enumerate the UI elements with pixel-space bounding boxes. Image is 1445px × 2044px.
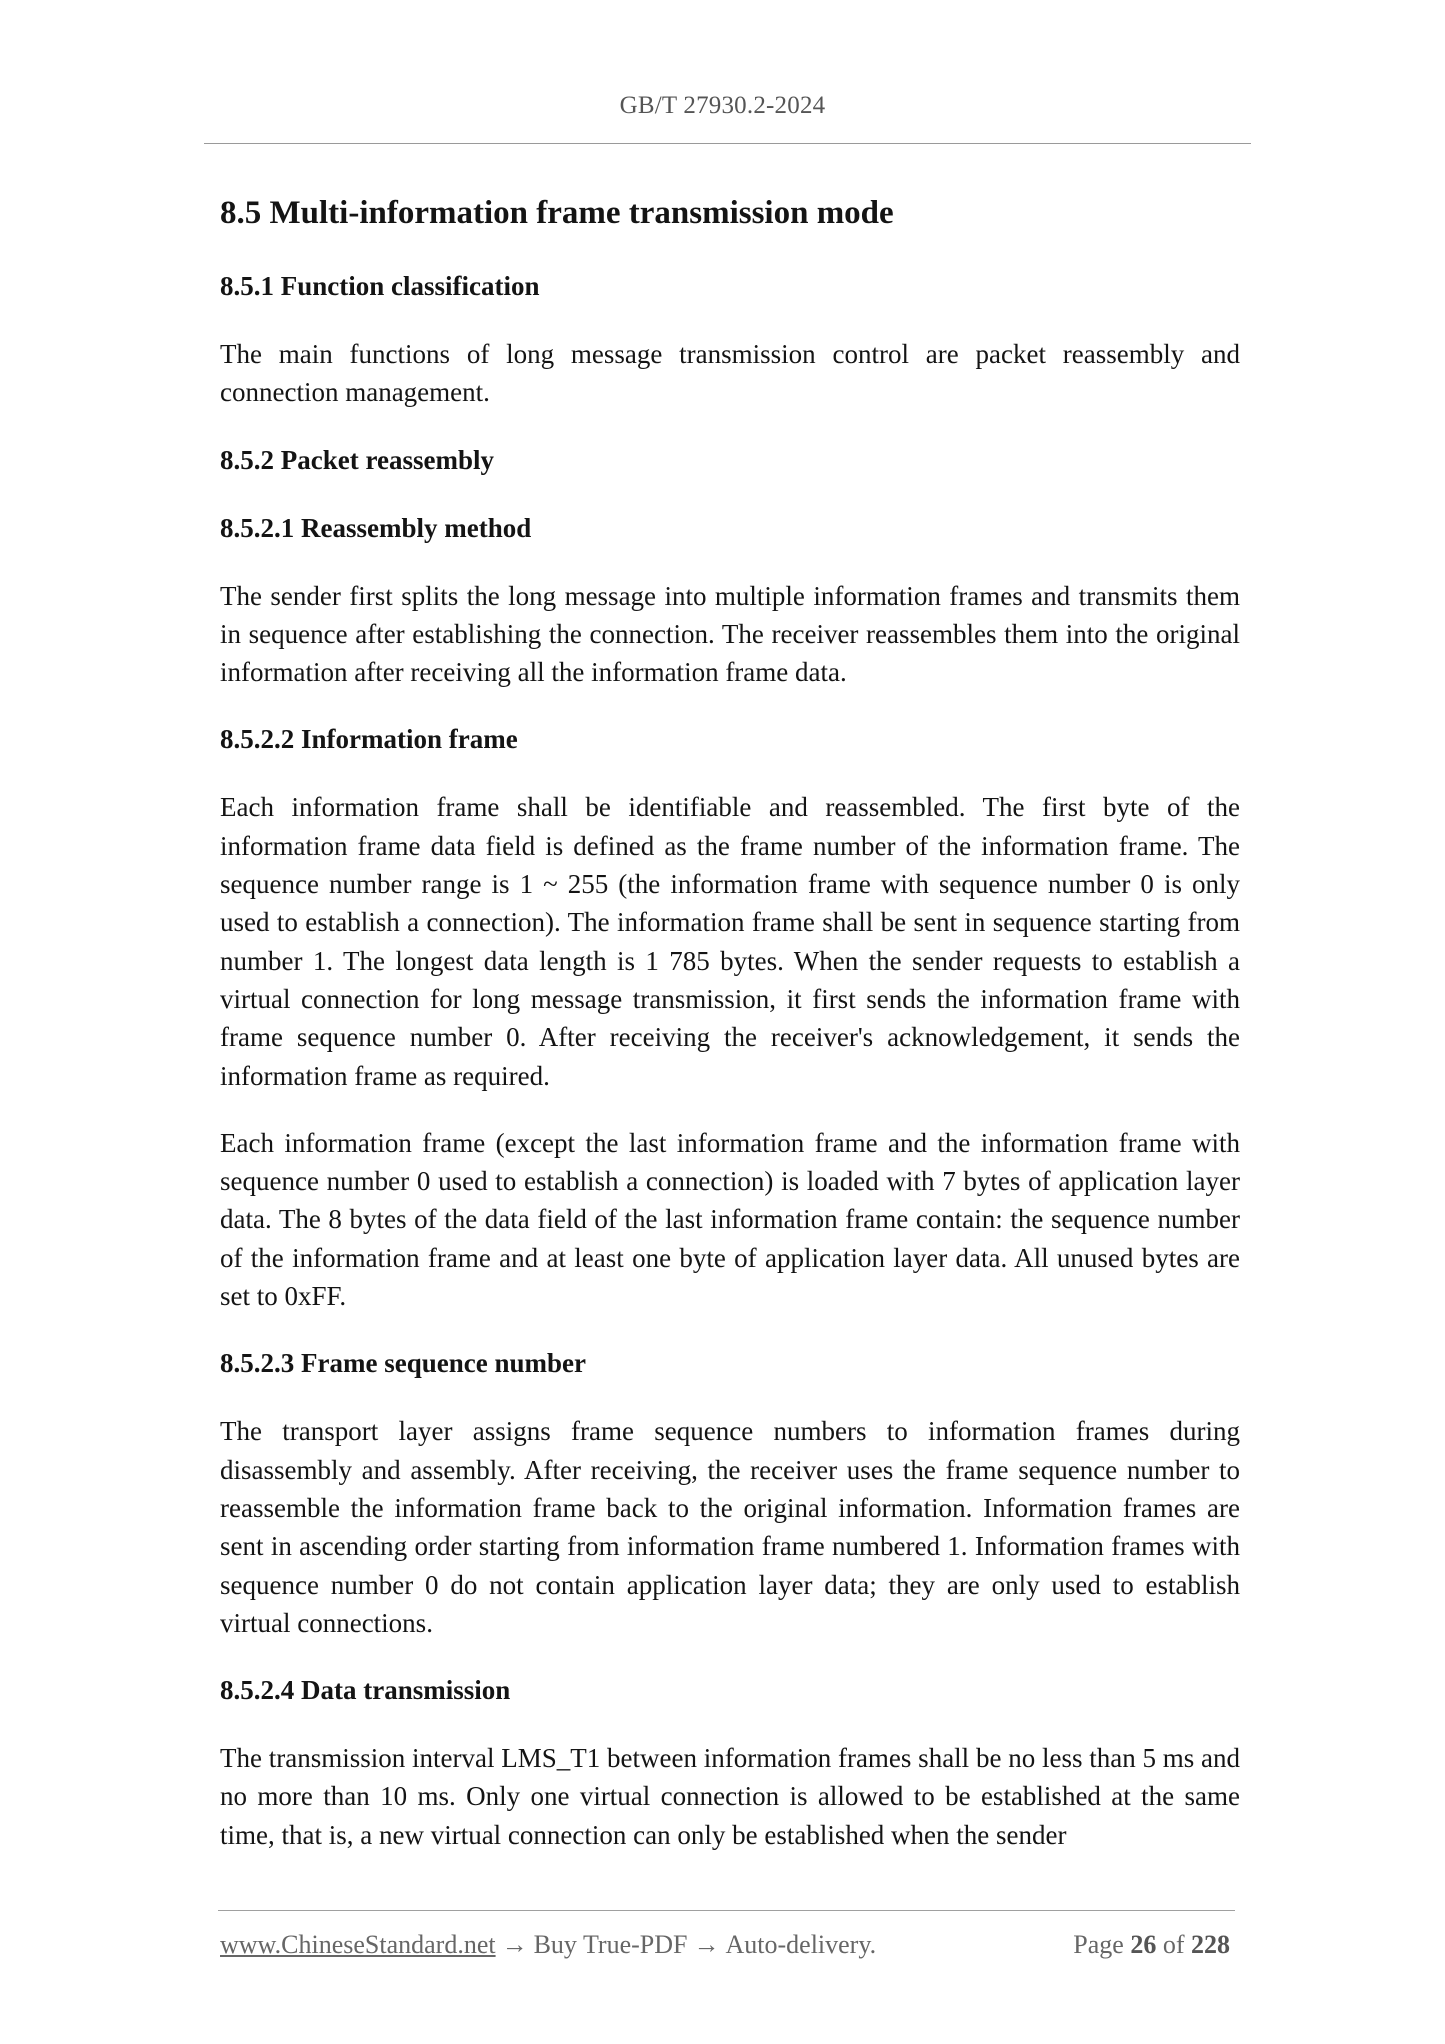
- paragraph-8-5-2-2-b: Each information frame (except the last information frame and the information frame with sequence number 0 used to establish a connection) is loaded with 7 bytes of application layer data. The 8 bytes of the data field of the last information frame contain: the sequence number of the information frame and at least one byte of application layer data. All unused bytes are set to 0xFF.: [220, 1127, 1240, 1312]
- section-title: 8.5 Multi-information frame transmission mode: [220, 195, 894, 231]
- heading-8-5-2-4: 8.5.2.4 Data transmission: [220, 1675, 511, 1706]
- current-page: 26: [1130, 1930, 1157, 1959]
- of-label: of: [1162, 1930, 1185, 1959]
- total-pages: 228: [1191, 1930, 1230, 1959]
- heading-8-5-2: 8.5.2 Packet reassembly: [220, 444, 494, 475]
- paragraph-8-5-2-3: The transport layer assigns frame sequence numbers to information frames during disassembly and assembly. After receiving, the receiver uses the frame sequence number to reassemble the information frame back to the original information. Information frames are sent in ascending order starting from information frame numbered 1. Information frames with sequence number 0 do not contain application layer data; they are only used to establish virtual connections.: [220, 1416, 1240, 1638]
- header-divider: [204, 143, 1251, 144]
- auto-delivery-text: Auto-delivery.: [725, 1930, 877, 1959]
- heading-8-5-2-2: 8.5.2.2 Information frame: [220, 724, 518, 755]
- paragraph-8-5-1: The main functions of long message transmission control are packet reassembly and connection management.: [220, 339, 1240, 408]
- heading-8-5-2-3: 8.5.2.3 Frame sequence number: [220, 1348, 586, 1379]
- buy-true-pdf-text: Buy True-PDF: [533, 1930, 688, 1959]
- page-footer: [220, 1930, 1230, 1970]
- paragraph-8-5-2-4: The transmission interval LMS_T1 between information frames shall be no less than 5 ms and no more than 10 ms. Only one virtual connection is allowed to be established at the same time, that is, a new virtual connection can only be established when the sender: [220, 1743, 1240, 1850]
- paragraph-8-5-2-2-a: Each information frame shall be identifiable and reassembled. The first byte of the information frame data field is defined as the frame number of the information frame. The sequence number range is 1 ~ 255 (the information frame with sequence number 0 is only used to establish a connection). The information frame shall be sent in sequence starting from number 1. The longest data length is 1 785 bytes. When the sender requests to establish a virtual connection for long message transmission, it first sends the information frame with frame sequence number 0. After receiving the receiver's acknowledgement, it sends the information frame as required.: [220, 792, 1240, 1091]
- right-arrow-icon: →: [693, 1930, 720, 1959]
- footer-links: [220, 1930, 876, 1960]
- page-content: [220, 190, 1240, 1883]
- page-label: Page: [1073, 1930, 1124, 1959]
- paragraph-8-5-2-1: The sender first splits the long message into multiple information frames and transmits them in sequence after establishing the connection. The receiver reassembles them into the original information after receiving all the information frame data.: [220, 580, 1240, 688]
- website-link[interactable]: www.ChineseStandard.net: [220, 1930, 496, 1959]
- right-arrow-icon: →: [501, 1930, 528, 1959]
- footer-divider: [218, 1910, 1235, 1911]
- heading-8-5-1: 8.5.1 Function classification: [220, 271, 540, 301]
- heading-8-5-2-1: 8.5.2.1 Reassembly method: [220, 512, 532, 543]
- document-id-header: GB/T 27930.2-2024: [619, 92, 826, 119]
- page-number: [1073, 1930, 1230, 1960]
